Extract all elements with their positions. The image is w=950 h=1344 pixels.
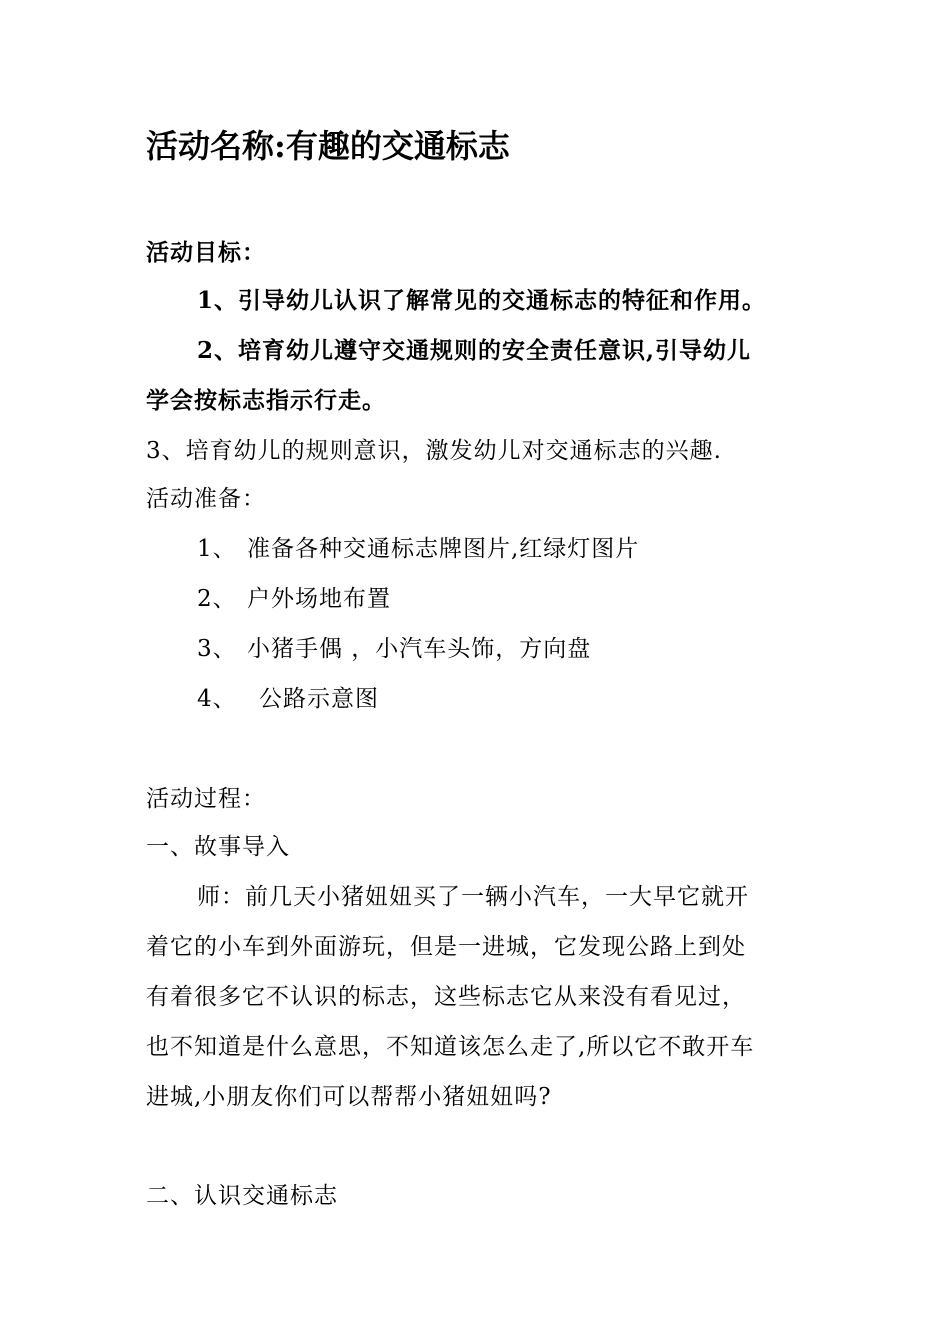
goal-item-3: 3、培育幼儿的规则意识，激发幼儿对交通标志的兴趣.: [146, 438, 722, 464]
story-line-5: 进城,小朋友你们可以帮帮小猪妞妞吗?: [146, 1084, 552, 1110]
prep-item-1-number: 1、: [197, 536, 237, 562]
goals-heading: 活动目标：: [146, 239, 266, 266]
prep-item-2: [197, 584, 391, 614]
goal-item-2: 2、培育幼儿遵守交通规则的安全责任意识,引导幼儿: [197, 337, 752, 364]
prep-item-3-text: 小猪手偶 ，小汽车头饰，方向盘: [247, 636, 592, 662]
prep-item-1-text: 准备各种交通标志牌图片,红绿灯图片: [247, 536, 640, 562]
goal-item-1: 1、引导幼儿认识了解常见的交通标志的特征和作用。: [197, 287, 767, 314]
prep-item-4: [197, 684, 379, 714]
prep-item-1: [197, 534, 639, 564]
story-line-3: 有着很多它不认识的标志，这些标志它从来没有看见过，: [146, 984, 746, 1010]
prep-item-2-number: 2、: [197, 586, 237, 612]
section1-heading: 一、故事导入: [146, 834, 290, 860]
preparation-heading: 活动准备：: [146, 486, 266, 512]
prep-item-4-number: 4、: [197, 686, 237, 712]
story-line-1: 师：前几天小猪妞妞买了一辆小汽车，一大早它就开: [197, 884, 749, 910]
goal-item-2-continued: 学会按标志指示行走。: [146, 387, 386, 414]
section2-heading: 二、认识交通标志: [146, 1183, 338, 1209]
prep-item-3: [197, 634, 591, 664]
process-heading: 活动过程：: [146, 786, 266, 812]
story-line-2: 着它的小车到外面游玩，但是一进城，它发现公路上到处: [146, 934, 746, 960]
prep-item-4-text: 公路示意图: [259, 686, 379, 712]
story-line-4: 也不知道是什么意思，不知道该怎么走了,所以它不敢开车: [146, 1034, 755, 1060]
prep-item-3-number: 3、: [197, 636, 237, 662]
page-title: 活动名称:有趣的交通标志: [146, 127, 510, 165]
prep-item-2-text: 户外场地布置: [247, 586, 391, 612]
